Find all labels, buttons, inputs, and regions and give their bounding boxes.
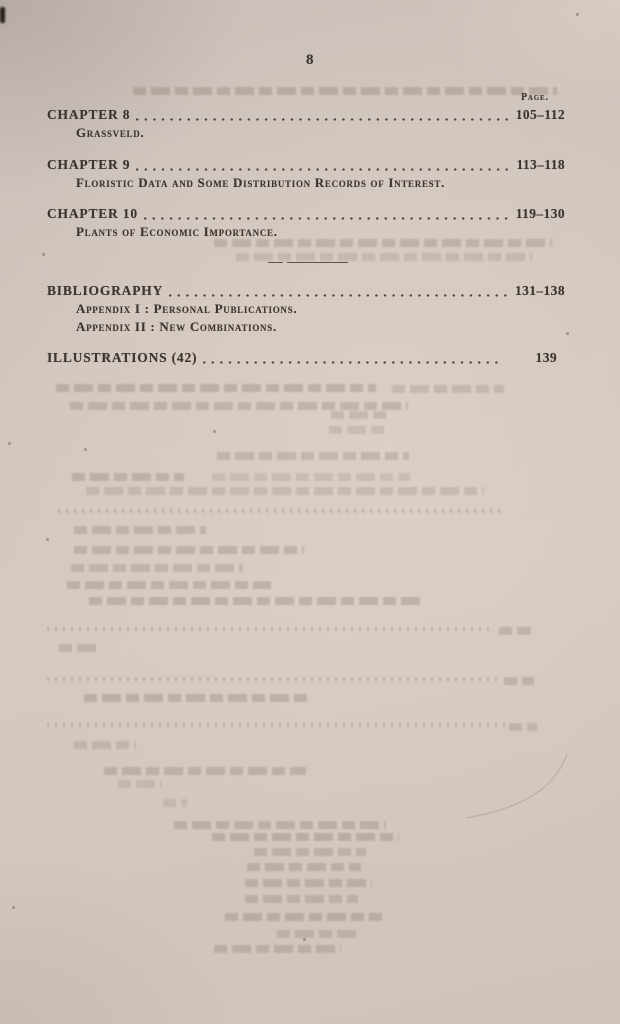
showthrough-line (74, 526, 206, 534)
paper-speck (46, 538, 49, 541)
showthrough-line (104, 767, 306, 775)
toc-entry-subtitle: Plants of Economic Importance. (76, 224, 278, 239)
showthrough-line (504, 677, 534, 685)
page-edge-mark (0, 7, 5, 23)
paper-speck (213, 430, 216, 433)
toc-entry-label: ILLUSTRATIONS (42) (47, 350, 198, 365)
showthrough-line (245, 879, 372, 887)
paper-speck (303, 938, 306, 941)
showthrough-line (89, 597, 421, 605)
showthrough-line (74, 741, 136, 749)
toc-entry-illustrations (47, 351, 565, 365)
toc-entry-appendix-2: Appendix II : New Combinations. (76, 319, 277, 334)
toc-entry-pages: 105–112 (515, 107, 565, 122)
showthrough-line (212, 473, 410, 481)
paper-crease (462, 752, 572, 832)
toc-entry-pages: 113–118 (516, 157, 565, 172)
showthrough-line (58, 509, 506, 513)
showthrough-line (331, 411, 391, 419)
paper-speck (12, 906, 15, 909)
showthrough-line (47, 677, 499, 681)
showthrough-line (47, 723, 505, 727)
showthrough-line (72, 473, 184, 481)
showthrough-line (509, 723, 537, 731)
showthrough-line (71, 564, 243, 572)
toc-entry-chapter-8 (47, 108, 565, 140)
showthrough-line (118, 780, 162, 788)
dot-leader (203, 361, 501, 364)
dot-leader (136, 168, 509, 171)
showthrough-line (163, 799, 187, 807)
toc-entry-chapter-10 (47, 207, 565, 239)
paper-speck (576, 13, 579, 16)
showthrough-line (86, 487, 484, 495)
toc-entry-label: BIBLIOGRAPHY (47, 283, 164, 298)
paper-speck (566, 332, 569, 335)
showthrough-line (392, 385, 504, 393)
showthrough-line (329, 426, 385, 434)
showthrough-line (56, 384, 376, 392)
toc-entry-label: CHAPTER 9 (47, 157, 131, 172)
showthrough-line (47, 627, 491, 631)
toc-entry-label: CHAPTER 8 (47, 107, 131, 122)
paper-speck (42, 253, 45, 256)
toc-entry-pages: 131–138 (514, 283, 565, 298)
toc-entry-subtitle: Grassveld. (76, 125, 145, 140)
toc-entry-pages: 139 (535, 350, 557, 365)
paper-speck (8, 442, 11, 445)
showthrough-line (217, 452, 409, 460)
showthrough-line (214, 239, 552, 247)
showthrough-line (70, 402, 408, 410)
paper-speck (104, 354, 107, 357)
showthrough-line (214, 945, 341, 953)
showthrough-line (236, 253, 532, 261)
showthrough-line (67, 581, 271, 589)
paper-speck (84, 448, 87, 451)
toc-entry-bibliography (47, 284, 565, 334)
showthrough-line (74, 546, 304, 554)
showthrough-line (212, 833, 399, 841)
dot-leader (144, 217, 509, 220)
showthrough-line (59, 644, 101, 652)
dot-leader (136, 118, 508, 121)
page-number: 8 (306, 52, 314, 68)
showthrough-line (254, 848, 366, 856)
showthrough-line (277, 930, 359, 938)
showthrough-line (245, 895, 358, 903)
showthrough-line (225, 913, 382, 921)
toc-entry-subtitle: Floristic Data and Some Distribution Records of Interest. (76, 175, 446, 190)
showthrough-line (133, 87, 557, 95)
showthrough-line (84, 694, 312, 702)
showthrough-line (174, 821, 386, 829)
dot-leader (169, 294, 508, 297)
page-column-header: Page. (521, 92, 549, 103)
toc-entry-pages: 119–130 (515, 206, 565, 221)
toc-entry-chapter-9 (47, 158, 565, 190)
toc-entry-appendix-1: Appendix I : Personal Publications. (76, 301, 298, 316)
section-divider (268, 262, 348, 264)
showthrough-line (499, 627, 531, 635)
toc-entry-label: CHAPTER 10 (47, 206, 138, 221)
showthrough-line (247, 863, 361, 871)
